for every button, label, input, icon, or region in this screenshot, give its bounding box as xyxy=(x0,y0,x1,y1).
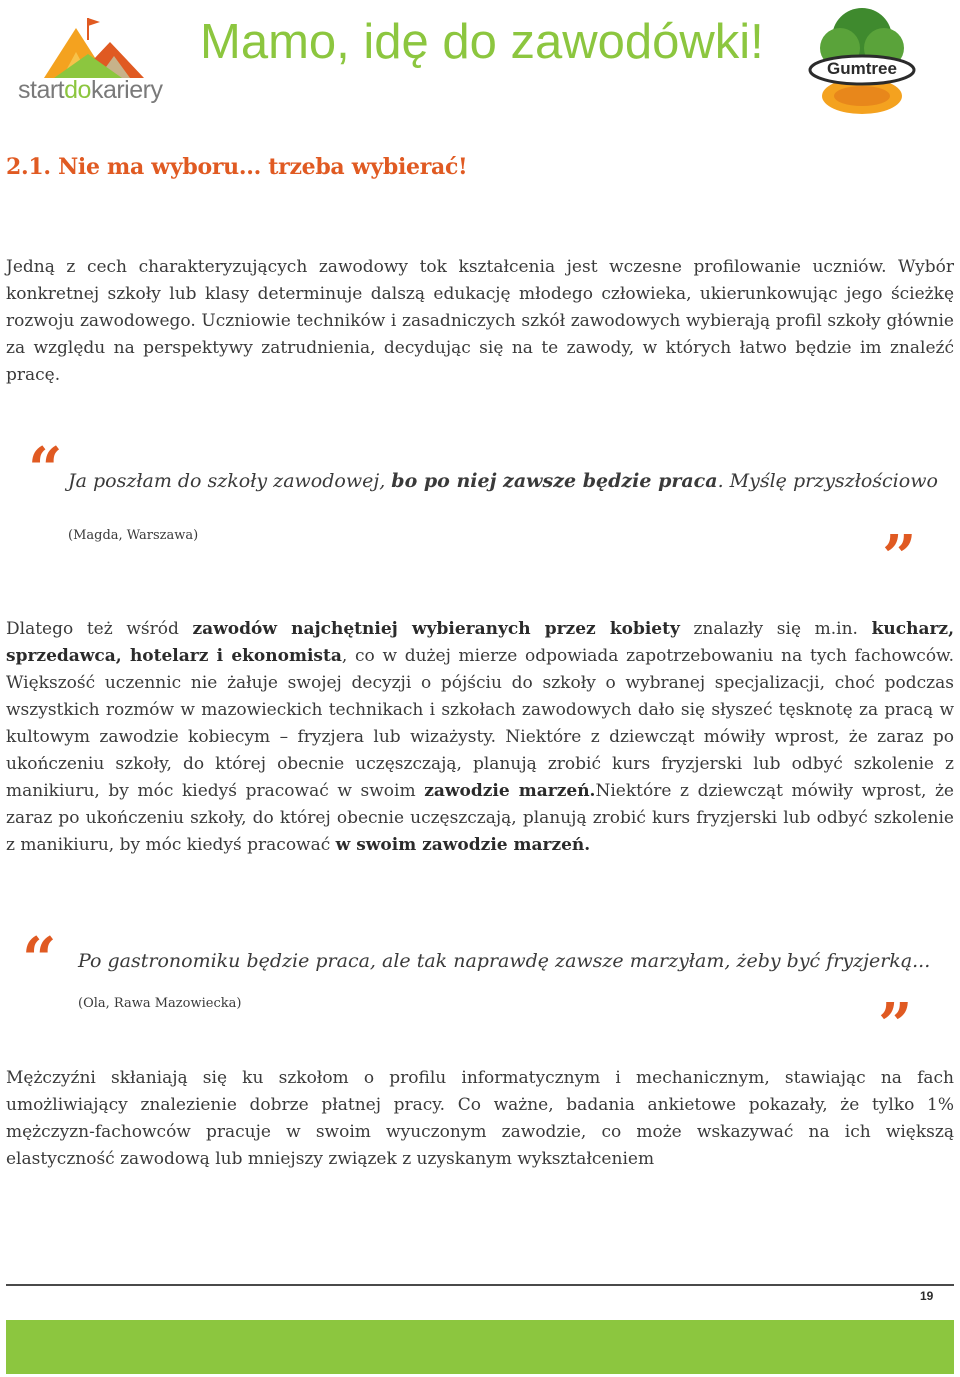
logo-word-do: do xyxy=(64,76,91,104)
quote-author: (Ola, Rawa Mazowiecka) xyxy=(78,996,242,1011)
text-run: , co w dużej mierze odpowiada zapotrzebowaniu na tych fachowców. Większość uczennic nie żałuje swojej decyzji o pójściu do szkoły o wybranej specjalizacji, choć podczas wszystkich rozmów w mazowieckich technikach i szkołach zawodowych dało się słyszeć tęsknotę za pracą w kultowym zawodzie kobiecym – fryzjera lub wizażysty. Niektóre z dziewcząt mówiły wprost, że zaraz po ukończeniu szkoły, do której obecnie uczęszczają, planują zrobić kurs fryzjerski lub odbyć szkolenie z manikiuru, by móc kiedyś pracować w swoim xyxy=(6,646,954,801)
paragraph-intro: Jedną z cech charakteryzujących zawodowy tok kształcenia jest wczesne profilowanie uczniów. Wybór konkretnej szkoły lub klasy determinuje dalszą edukację młodego człowieka, ukierunkowując jego ścieżkę rozwoju zawodowego. Uczniowie techników i zasadniczych szkół zawodowych wybierają profil szkoły głównie za względu na perspektywy zatrudnienia, decydując się na te zawody, w których łatwo będzie im znaleźć pracę. xyxy=(6,257,954,385)
quote-text: Po gastronomiku będzie praca, ale tak naprawdę zawsze marzyłam, żeby być fryzjerką... xyxy=(78,950,931,972)
quote-close-mark: ” xyxy=(878,991,913,1061)
mountains-icon xyxy=(14,12,184,82)
logo-wordmark xyxy=(18,76,162,105)
quote-text-part: . Myślę przyszłościowo xyxy=(717,470,938,492)
paragraph-men-professions: Mężczyźni skłaniają się ku szkołom o profilu informatycznym i mechanicznym, stawiając na fach umożliwiający znalezienie dobrze płatnej pracy. Co ważne, badania ankietowe pokazały, że tylko 1% mężczyzn-fachowców pracuje w swoim wyuczonym zawodzie, co może wskazywać na ich większą elastyczność zawodową lub mniejszy związek z uzyskanym wykształceniem xyxy=(6,1068,954,1169)
quote-text xyxy=(68,470,938,492)
page-title: Mamo, idę do zawodówki! xyxy=(200,15,764,69)
gumtree-wordmark: Gumtree xyxy=(827,59,897,78)
page-number: 19 xyxy=(920,1289,934,1303)
section-title: 2.1. Nie ma wyboru... trzeba wybierać! xyxy=(6,154,468,180)
text-run-bold: kucharz, sprzedawca, hotelarz i ekonomista xyxy=(6,619,955,666)
start-do-kariery-logo xyxy=(14,12,184,112)
quote-author: (Magda, Warszawa) xyxy=(68,528,199,543)
logo-word-kariery: kariery xyxy=(90,76,163,104)
quote-text-bold: bo po niej zawsze będzie praca xyxy=(391,470,718,492)
gumtree-logo xyxy=(806,4,918,116)
footer-bar xyxy=(6,1320,954,1374)
paragraph-women-professions xyxy=(6,616,954,859)
quote-open-mark: “ xyxy=(28,435,63,505)
text-run-bold: w swoim zawodzie marzeń. xyxy=(335,835,591,855)
text-run-bold: zawodów najchętniej wybieranych przez kobiety xyxy=(192,619,680,639)
text-run-bold: zawodzie marzeń. xyxy=(424,781,596,801)
footer-divider xyxy=(6,1284,954,1286)
text-run: Dlatego też wśród xyxy=(6,619,193,639)
text-run: Niektóre z dziewcząt mówiły wprost, że zaraz po ukończeniu szkoły, do której obecnie uczęszczają, planują zrobić kurs fryzjerski lub odbyć szkolenie z manikiuru, by móc kiedyś pracować xyxy=(6,781,954,855)
text-run: znalazły się m.in. xyxy=(679,619,872,639)
quote-open-mark: “ xyxy=(22,925,57,995)
quote-text-part: Ja poszłam do szkoły zawodowej, xyxy=(68,470,392,492)
quote-close-mark: ” xyxy=(882,523,917,593)
logo-word-start: start xyxy=(18,76,65,104)
